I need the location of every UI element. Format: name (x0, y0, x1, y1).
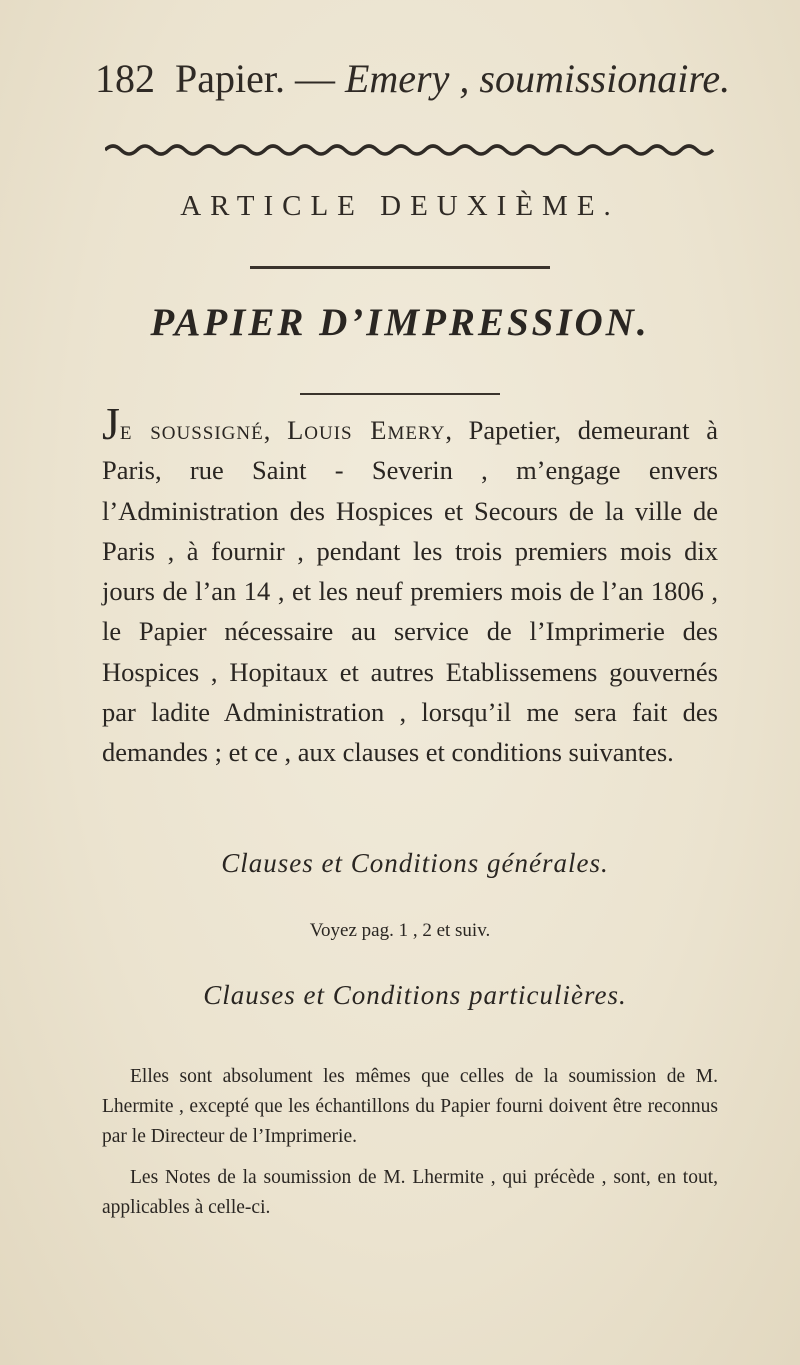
section-title: PAPIER D’IMPRESSION. (150, 301, 650, 344)
particular-conditions-paragraph-1 (102, 1062, 718, 1152)
paragraph-1-text: Elles sont absolument les mêmes que celles de la soumission de M. Lhermite , excepté que les échantillons du Papier fourni doivent être reconnus par le Directeur de l’Imprimerie. (102, 1066, 718, 1147)
article-title: ARTICLE DEUXIÈME. (180, 190, 620, 222)
decorative-ornament-band (105, 142, 715, 158)
running-head-title: Papier. (175, 56, 285, 101)
opening-word: e soussigné (119, 415, 264, 445)
particular-conditions-heading: Clauses et Conditions particulières. (203, 980, 627, 1010)
page-reference: Voyez pag. 1 , 2 et suiv. (309, 920, 491, 941)
running-head-dash: — (284, 56, 345, 101)
divider-rule-top (250, 266, 550, 269)
running-head (95, 55, 730, 102)
general-conditions-heading: Clauses et Conditions générales. (221, 848, 609, 878)
running-head-author: Emery , (344, 56, 470, 101)
particular-conditions-paragraph-2 (102, 1163, 718, 1223)
divider-rule-bottom (300, 393, 500, 395)
drop-cap: J (102, 398, 120, 449)
intro-text: , Papetier, demeurant à Paris, rue Saint - Severin , m’engage envers l’Administration des Hospices et Secours de la ville de Paris , à fournir , pendant les trois premiers mois dix jours de l’an 14 , et les neuf premiers mois de l’an 1806 , le Papier nécessaire au service de l’Imprimerie des Hospices , Hopitaux et autres Etablissemens gouvernés par ladite Administration , lorsqu’il me sera fait des demandes ; et ce , aux clauses et conditions suivantes. (102, 415, 719, 768)
page-number: 182 (95, 56, 155, 101)
running-head-role: soumissionaire. (479, 56, 731, 101)
paragraph-2-text: Les Notes de la soumission de M. Lhermite , qui précède , sont, en tout, applicables à celle-ci. (102, 1167, 718, 1218)
signer-name: Louis Emery (287, 415, 446, 445)
opening-separator: , (263, 415, 288, 445)
intro-paragraph (102, 398, 719, 773)
